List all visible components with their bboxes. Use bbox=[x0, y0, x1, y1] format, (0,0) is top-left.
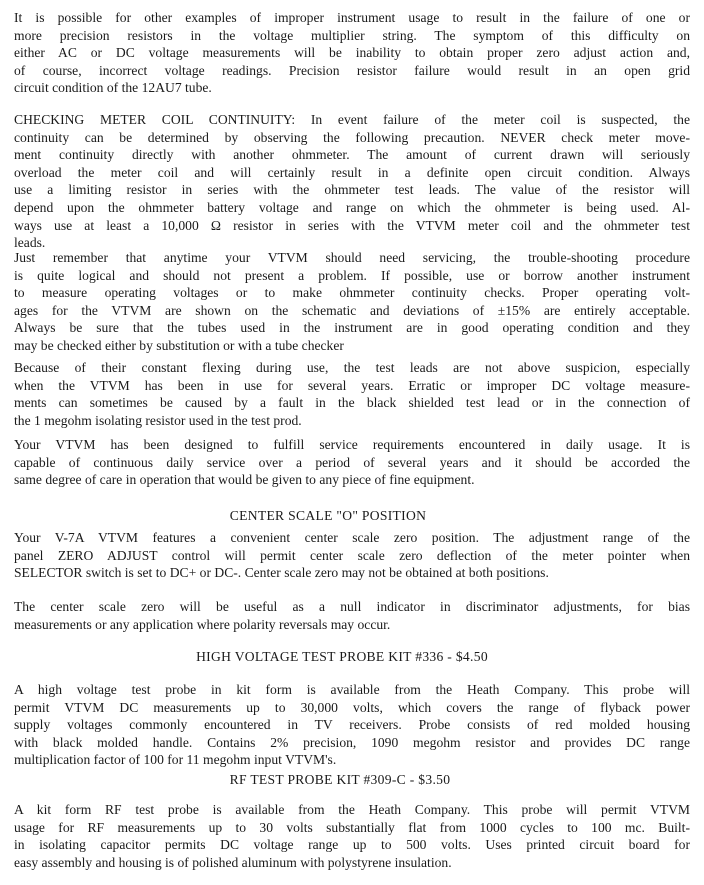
heading-center-scale: CENTER SCALE "O" POSITION bbox=[229, 508, 427, 523]
text-line: use a limiting resistor in series with the ohmmeter test leads. The value of the resistor will bbox=[14, 182, 690, 198]
text-line: to measure operating voltages or to make ohmmeter continuity checks. Proper operating volt- bbox=[14, 285, 690, 301]
text-line: leads. bbox=[14, 235, 46, 251]
text-line: when the VTVM has been in use for several years. Erratic or improper DC voltage measure- bbox=[14, 377, 690, 393]
text-line: circuit condition of the 12AU7 tube. bbox=[14, 80, 212, 96]
text-line: Your V-7A VTVM features a convenient center scale zero position. The adjustment range of the bbox=[14, 530, 690, 545]
text-line: may be checked either by substitution or with a tube checker bbox=[14, 337, 344, 353]
text-line: of course, incorrect voltage readings. Precision resistor failure would result in an open grid bbox=[14, 62, 690, 78]
text-line: A kit form RF test probe is available from the Heath Company. This probe will permit VTVM bbox=[14, 802, 690, 817]
text-line: Always be sure that the tubes used in the instrument are in good operating condition and they bbox=[14, 320, 690, 336]
text-line: easy assembly and housing is of polished aluminum with polystyrene insulation. bbox=[14, 854, 452, 870]
text-line: in isolating capacitor permits DC voltage range up to 500 volts. Uses printed circuit board for bbox=[14, 837, 690, 853]
text-line: depend upon the ohmmeter battery voltage and range on which the ohmmeter is being used. Al- bbox=[14, 199, 690, 215]
text-line: Your VTVM has been designed to fulfill service requirements encountered in daily usage. It is bbox=[14, 437, 690, 452]
paragraph-rf-probe bbox=[14, 801, 690, 871]
text-line: ment continuity directly with another ohmmeter. The amount of current drawn will seriously bbox=[14, 147, 690, 163]
text-line: ages for the VTVM are shown on the schematic and deviations of ±15% are entirely acceptable. bbox=[14, 302, 690, 318]
text-line: permit VTVM DC measurements up to 30,000 volts, which covers the range of flyback power bbox=[14, 699, 690, 715]
paragraph-center-scale bbox=[14, 529, 690, 582]
text-line: either AC or DC voltage measurements will be inability to obtain proper zero adjust action and, bbox=[14, 45, 690, 61]
text-line: measurements or any application where polarity reversals may occur. bbox=[14, 616, 391, 632]
paragraph-hv-probe bbox=[14, 681, 690, 769]
text-line: panel ZERO ADJUST control will permit center scale zero deflection of the meter pointer when bbox=[14, 547, 690, 563]
text-line: SELECTOR switch is set to DC+ or DC-. Center scale zero may not be obtained at both positions. bbox=[14, 565, 549, 581]
text-line: CHECKING METER COIL CONTINUITY: In event failure of the meter coil is suspected, the bbox=[14, 112, 690, 127]
text-line: overload the meter coil and will certainly result in a definite open circuit condition. Always bbox=[14, 164, 690, 180]
text-line: usage for RF measurements up to 30 volts substantially flat from 1000 cycles to 100 mc. Built- bbox=[14, 819, 690, 835]
text-line: supply voltages commonly encountered in TV receivers. Probe consists of red molded housing bbox=[14, 717, 690, 733]
text-line: same degree of care in operation that would be given to any piece of fine equipment. bbox=[14, 472, 475, 488]
text-line: is quite logical and should not present a problem. If possible, use or borrow another instrument bbox=[14, 267, 690, 283]
paragraph-test-leads bbox=[14, 359, 690, 429]
text-line: The center scale zero will be useful as a null indicator in discriminator adjustments, for bias bbox=[14, 599, 690, 614]
text-line: multiplication factor of 100 for 11 megohm input VTVM's. bbox=[14, 752, 337, 768]
text-line: continuity can be determined by observing the following precaution. NEVER check meter move- bbox=[14, 129, 690, 145]
text-line: Just remember that anytime your VTVM should need servicing, the trouble-shooting procedure bbox=[14, 250, 690, 265]
paragraph-servicing bbox=[14, 249, 690, 355]
paragraph-service-life bbox=[14, 436, 690, 489]
text-line: with black molded handle. Contains 2% precision, 1090 megohm resistor and provides DC range bbox=[14, 734, 690, 750]
paragraph-null-indicator bbox=[14, 598, 690, 633]
text-line: Because of their constant flexing during use, the test leads are not above suspicion, especially bbox=[14, 360, 690, 375]
heading-rf-probe-kit: RF TEST PROBE KIT #309-C - $3.50 bbox=[229, 772, 451, 787]
text-line: A high voltage test probe in kit form is available from the Heath Company. This probe will bbox=[14, 682, 690, 697]
text-line: capable of continuous daily service over a period of several years and it should be accorded the bbox=[14, 454, 690, 470]
text-line: more precision resistors in the voltage multiplier string. The symptom of this difficulty on bbox=[14, 27, 690, 43]
text-line: the 1 megohm isolating resistor used in the test prod. bbox=[14, 412, 302, 428]
text-line: ways use at least a 10,000 Ω resistor in series with the VTVM meter coil and the ohmmeter test bbox=[14, 217, 690, 233]
text-line: ments can sometimes be caused by a fault in the black shielded test lead or in the connection of bbox=[14, 395, 690, 411]
text-line: It is possible for other examples of improper instrument usage to result in the failure of one or bbox=[14, 10, 690, 25]
heading-hv-probe-kit: HIGH VOLTAGE TEST PROBE KIT #336 - $4.50 bbox=[196, 649, 488, 664]
paragraph-meter-coil-continuity bbox=[14, 111, 690, 252]
paragraph-improper-usage bbox=[14, 9, 690, 97]
